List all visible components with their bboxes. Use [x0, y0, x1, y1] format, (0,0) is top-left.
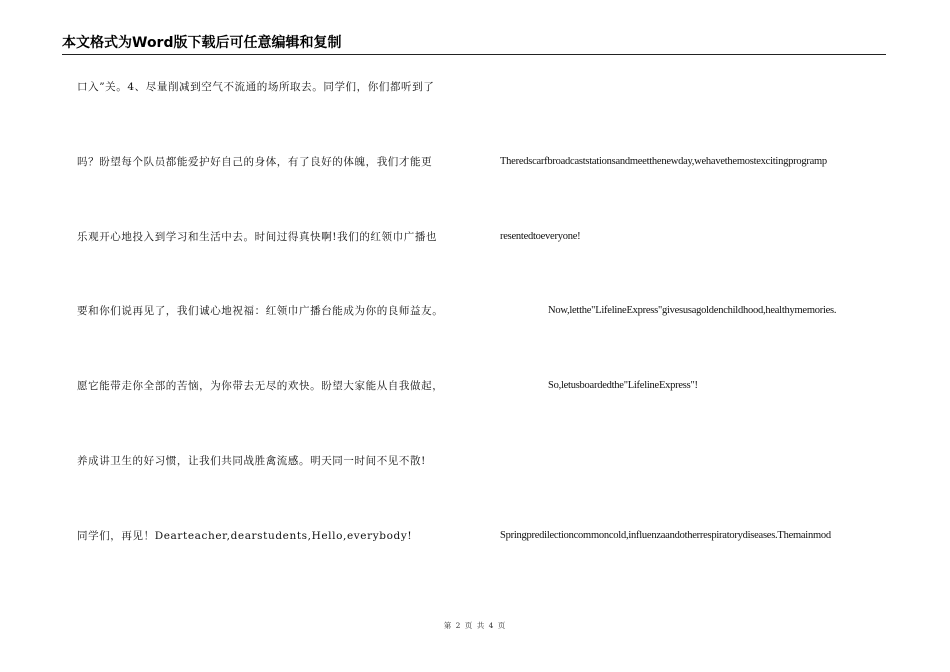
right-line-5: Springpredilectioncommoncold,influenzaandotherrespiratorydiseases.Themainmod: [500, 530, 831, 541]
right-line-4: So,letusboardedthe"LifelineExpress"!: [548, 380, 698, 391]
left-line-2: 吗？盼望每个队员都能爱护好自己的身体，有了良好的体魄，我们才能更: [77, 156, 433, 168]
left-line-6: 养成讲卫生的好习惯，让我们共同战胜禽流感。明天同一时间不见不散!: [77, 455, 426, 467]
left-line-1: 口入”关。4、尽量削减到空气不流通的场所取去。同学们，你们都听到了: [77, 81, 435, 93]
left-line-7: 同学们，再见！Dearteacher,dearstudents,Hello,everybody!: [77, 530, 413, 542]
header-title: 本文格式为Word版下载后可任意编辑和复制: [62, 35, 342, 51]
page-number: 第 2 页 共 4 页: [443, 621, 507, 630]
left-line-4: 要和你们说再见了，我们诚心地祝福：红领巾广播台能成为你的良师益友。: [77, 305, 444, 317]
left-line-3: 乐观开心地投入到学习和生活中去。时间过得真快啊!我们的红领巾广播也: [77, 231, 438, 243]
right-line-2: resentedtoeveryone!: [500, 231, 581, 242]
left-line-5: 愿它能带走你全部的苦恼，为你带去无尽的欢快。盼望大家能从自我做起，: [77, 380, 444, 392]
right-line-1: Theredscarfbroadcaststationsandmeetthenewday,wehavethemostexcitingprogramp: [500, 156, 827, 167]
page-header: [62, 34, 886, 55]
right-line-3: Now,letthe"LifelineExpress"givesusagoldenchildhood,healthymemories.: [548, 305, 837, 316]
